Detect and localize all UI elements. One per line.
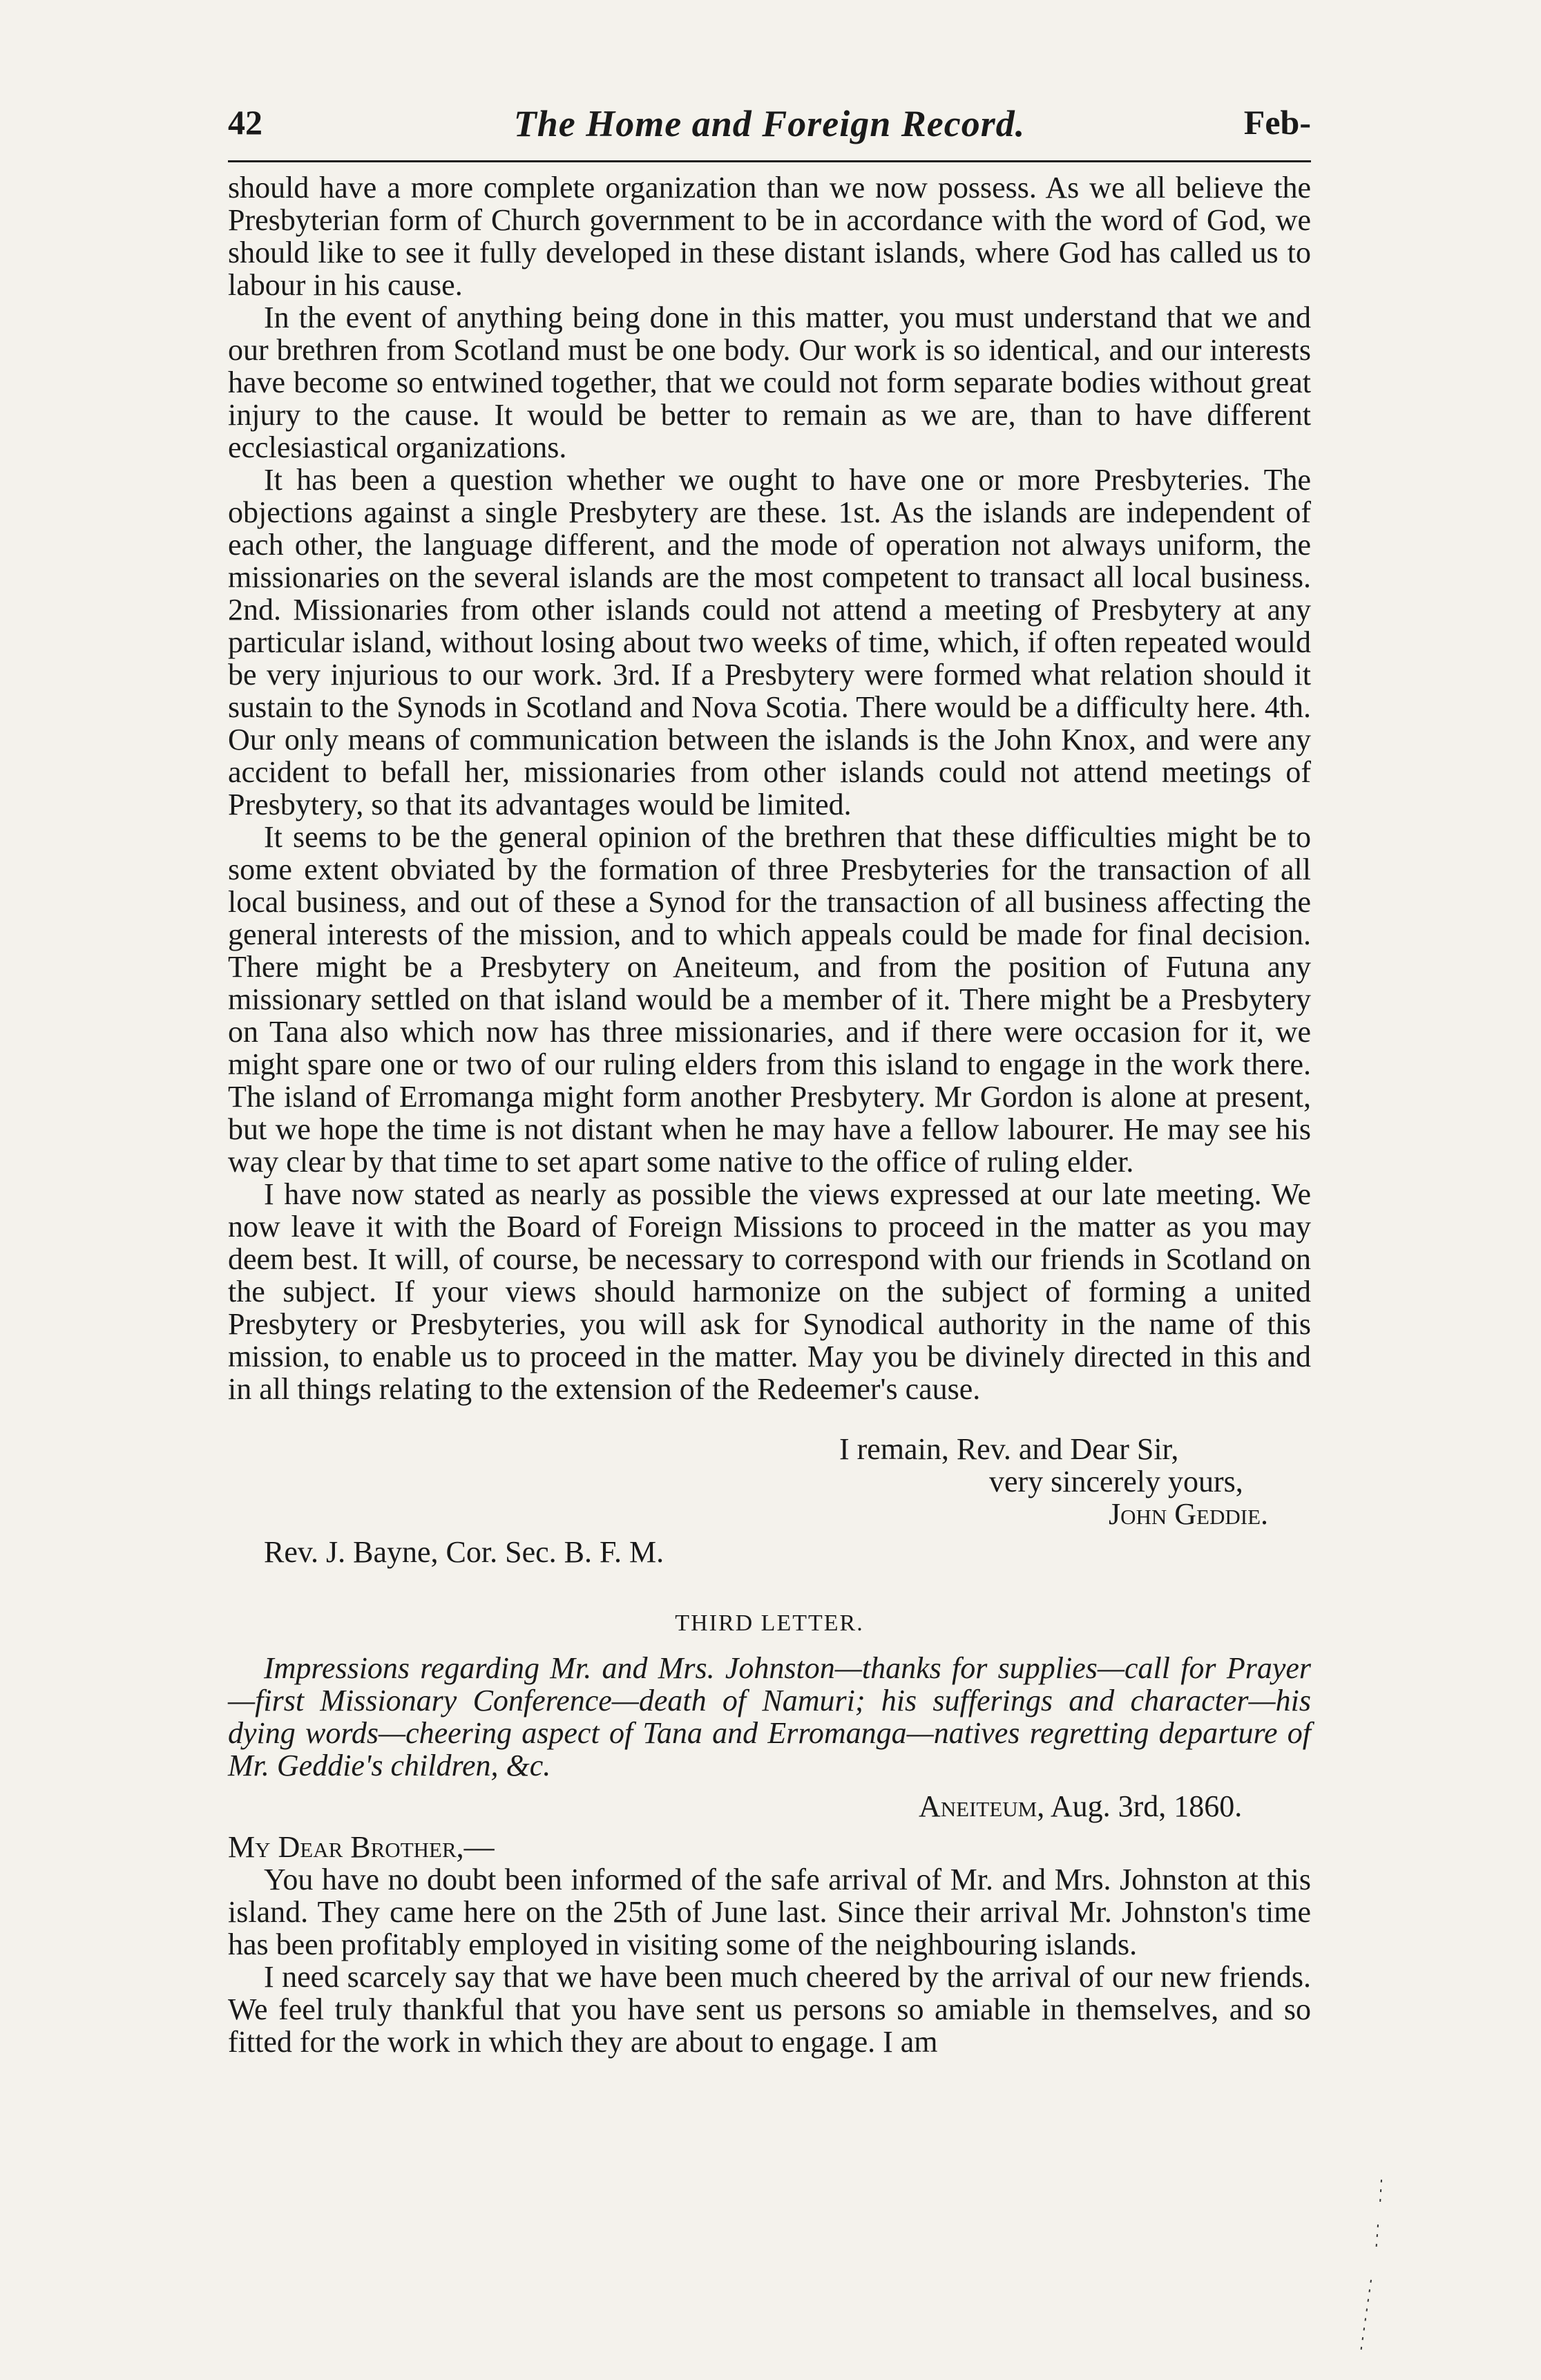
paragraph-3: It has been a question whether we ought to have one or more Presbyteries. The objections against a single Presbytery are these. 1st. As the islands are independent of each other, the language different, and the mode of operation not always uniform, the missionaries on the several islands are the most competent to transact all local business. 2nd. Missionaries from other islands could not attend a meeting of Presbytery at any particular island, without losing about two weeks of time, which, if often repeated would be very injurious to our work. 3rd. If a Presbytery were formed what relation should it sustain to the Synods in Scotland and Nova Scotia. There would be a difficulty here. 4th. Our only means of communication between the islands is the John Knox, and were any accident to befall her, missionaries from other islands could not attend meetings of Presbytery, so that its advantages would be limited.: [228, 463, 1311, 821]
header-rule: [228, 160, 1311, 162]
dateline: [228, 1790, 1311, 1822]
letter-body: [228, 171, 1311, 2058]
closing-line-2: very sincerely yours,: [989, 1465, 1243, 1498]
letter-closing: [228, 1433, 1311, 1568]
paragraph-2: In the event of anything being done in this matter, you must understand that we and our brethren from Scotland must be one body. Our work is so identical, and our interests have become so entwined together, that we could not form separate bodies without great injury to the cause. It would be better to remain as we are, than to have different ecclesiastical organizations.: [228, 301, 1311, 464]
journal-title: The Home and Foreign Record.: [513, 103, 1026, 144]
third-letter-paragraph-1: You have no doubt been informed of the safe arrival of Mr. and Mrs. Johnston at this island. They came here on the 25th of June last. Since their arrival Mr. Johnston's time has been profitably employed in visiting some of the neighbouring islands.: [228, 1863, 1311, 1961]
paragraph-1: should have a more complete organization than we now possess. As we all believe the Presbyterian form of Church government to be in accordance with the word of God, we should like to see it fully developed in these distant islands, where God has called us to labour in his cause.: [228, 171, 1311, 302]
page-number: 42: [228, 103, 262, 142]
closing-line-1: I remain, Rev. and Dear Sir,: [839, 1432, 1179, 1466]
third-letter-paragraph-2: I need scarcely say that we have been much cheered by the arrival of our new friends. We feel truly thankful that you have sent us persons so amiable in themselves, and so fitted for the work in which they are about to engage. I am: [228, 1960, 1311, 2059]
running-header: [228, 102, 1311, 151]
header-month: Feb-: [1243, 103, 1311, 142]
letter-summary: Impressions regarding Mr. and Mrs. Johnston—thanks for supplies—call for Prayer—first Missionary Conference—death of Namuri; his sufferings and character—his dying words—cheering aspect of Tana and Erromanga—natives regretting departure of Mr. Geddie's children, &c.: [228, 1651, 1311, 1782]
dateline-place: Aneiteum,: [919, 1789, 1045, 1823]
paragraph-4: It seems to be the general opinion of the brethren that these difficulties might be to some extent obviated by the formation of three Presbyteries for the transaction of all local business, and out of these a Synod for the transaction of all business affecting the general interests of the mission, and to which appeals could be made for final decision. There might be a Presbytery on Aneiteum, and from the position of Futuna any missionary settled on that island would be a member of it. There might be a Presbytery on Tana also which now has three missionaries, and if there were occasion for it, we might spare one or two of our ruling elders from this island to engage in the work there. The island of Erromanga might form another Presbytery. Mr Gordon is alone at present, but we hope the time is not distant when he may have a fellow labourer. He may see his way clear by that time to set apart some native to the office of ruling elder.: [228, 820, 1311, 1179]
signature: John Geddie.: [1109, 1497, 1269, 1531]
paragraph-5: I have now stated as nearly as possible the views expressed at our late meeting. We now leave it with the Board of Foreign Missions to proceed in the matter as you may deem best. It will, of course, be necessary to correspond with our friends in Scotland on the subject. If your views should harmonize on the subject of forming a united Presbytery or Presbyteries, you will ask for Synodical authority in the name of this mission, to enable us to proceed in the matter. May you be divinely directed in this and in all things relating to the extension of the Redeemer's cause.: [228, 1177, 1311, 1406]
dateline-date: Aug. 3rd, 1860.: [1050, 1789, 1243, 1823]
margin-pencil-marks: [1340, 2176, 1395, 2356]
salutation: My Dear Brother,—: [228, 1830, 495, 1864]
section-heading: THIRD LETTER.: [675, 1610, 864, 1636]
addressee: Rev. J. Bayne, Cor. Sec. B. F. M.: [264, 1535, 664, 1569]
